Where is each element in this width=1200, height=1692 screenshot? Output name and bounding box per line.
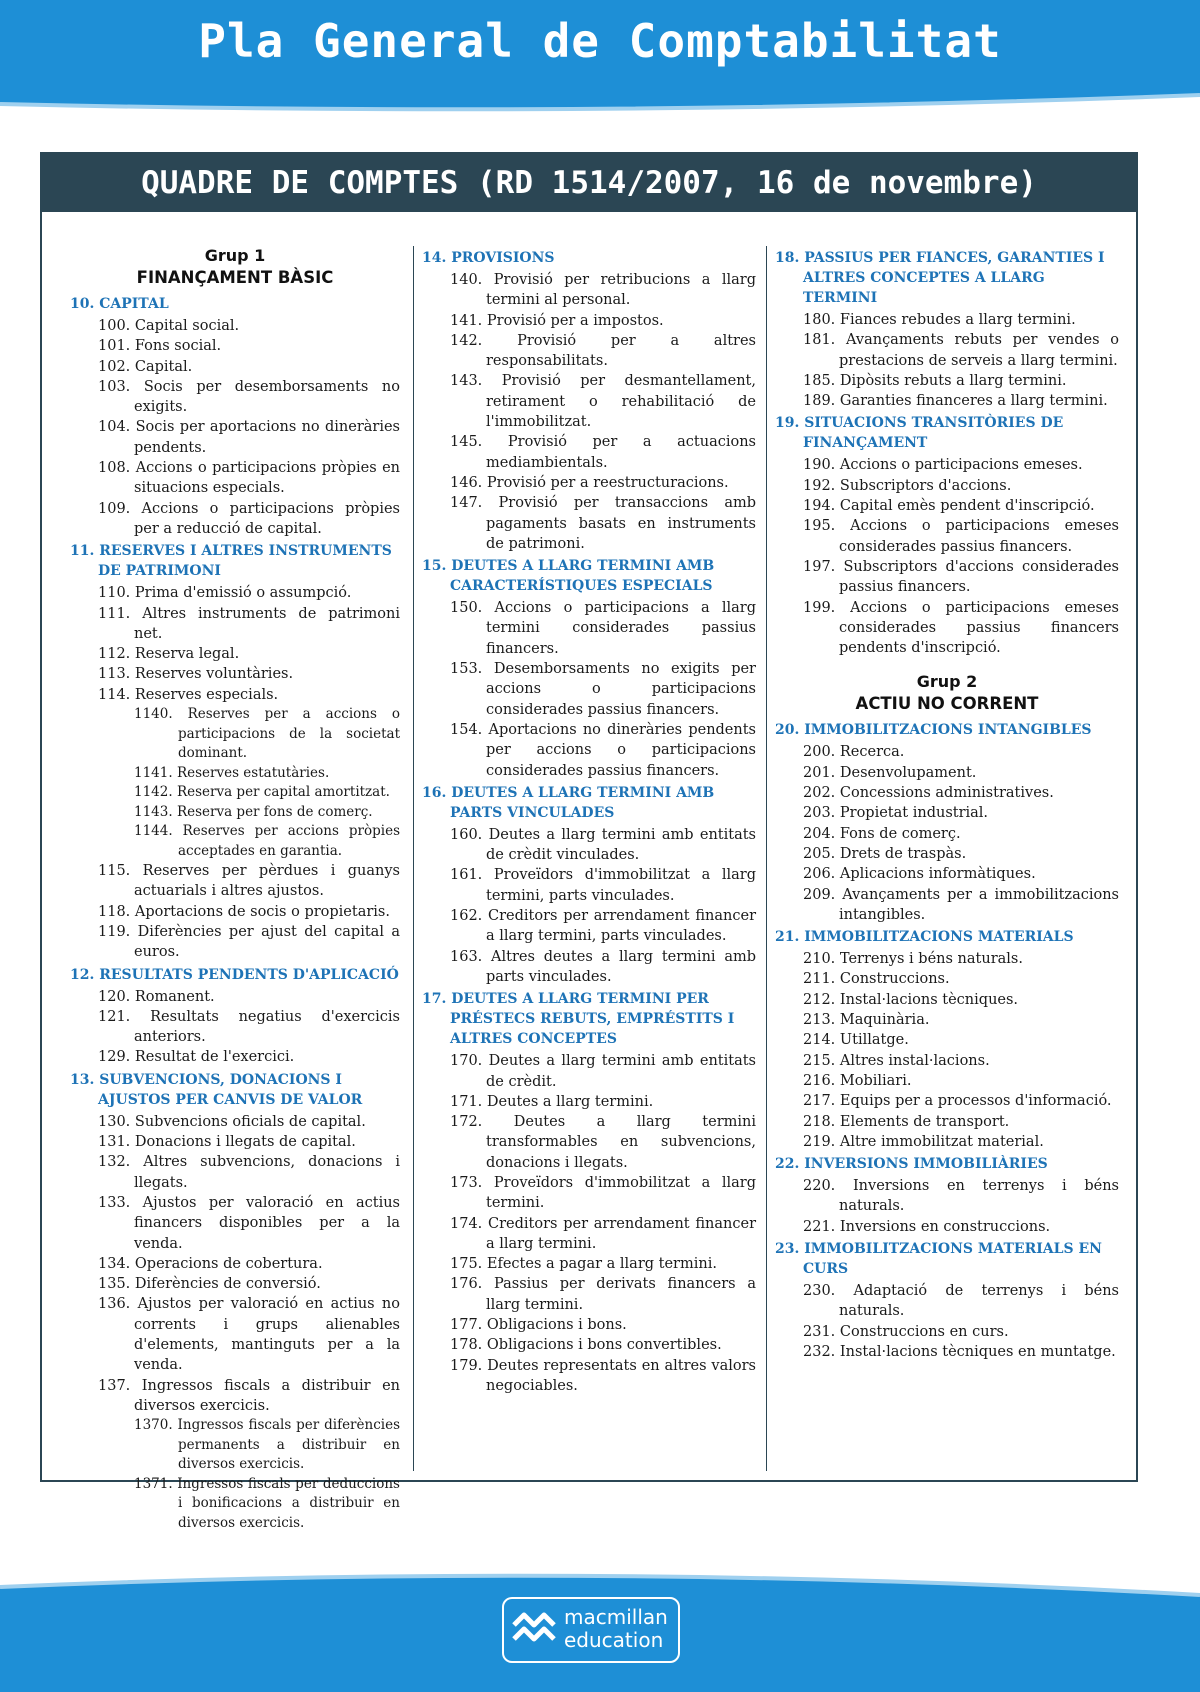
account-item: 170. Deutes a llarg termini amb entitats de crèdit. — [450, 1053, 756, 1090]
account-item: 174. Creditors per arrendament financer a llarg termini. — [450, 1215, 756, 1252]
account-item: 135. Diferències de conversió. — [98, 1276, 321, 1293]
account-item: 143. Provisió per desmantellament, retirament o rehabilitació de l'immobilitzat. — [450, 373, 756, 431]
account-item: 180. Fiances rebudes a llarg termini. — [803, 312, 1076, 328]
account-item: 110. Prima d'emissió o assumpció. — [98, 585, 352, 602]
logo-line-2: education — [564, 1628, 664, 1652]
account-item: 202. Concessions administratives. — [803, 785, 1054, 802]
account-item: 218. Elements de transport. — [803, 1113, 1010, 1130]
account-item: 172. Deutes a llarg termini transformables en subvencions, donacions i llegats. — [450, 1114, 756, 1171]
account-item: 133. Ajustos per valoració en actius financers disponibles per a la venda. — [98, 1194, 400, 1252]
section-heading: 10. CAPITAL — [70, 296, 169, 312]
account-item: 112. Reserva legal. — [98, 646, 240, 663]
logo-line-1: macmillan — [564, 1605, 668, 1629]
account-item: 162. Creditors per arrendament financer a llarg termini, parts vinculades. — [450, 908, 756, 945]
account-item: 108. Accions o participacions pròpies en situacions especials. — [98, 460, 400, 497]
section-heading: 11. RESERVES I ALTRES INSTRUMENTS DE PATRIMONI — [70, 543, 392, 580]
account-item: 195. Accions o participacions emeses considerades passius financers. — [803, 518, 1119, 555]
section-heading: 22. INVERSIONS IMMOBILIÀRIES — [775, 1156, 1048, 1173]
account-item: 181. Avançaments rebuts per vendes o prestacions de serveis a llarg termini. — [803, 332, 1119, 369]
account-item: 194. Capital emès pendent d'inscripció. — [803, 498, 1095, 515]
account-item: 199. Accions o participacions emeses considerades passius financers pendents d'inscripció. — [803, 599, 1119, 657]
account-item: 101. Fons social. — [98, 338, 222, 355]
account-item: 173. Proveïdors d'immobilitzat a llarg termini. — [450, 1174, 756, 1212]
account-item: 209. Avançaments per a immobilitzacions intangibles. — [803, 886, 1119, 923]
account-item: 131. Donacions i llegats de capital. — [98, 1134, 356, 1151]
group-name: FINANÇAMENT BÀSIC — [136, 268, 334, 287]
column-2 — [422, 246, 756, 1396]
account-item: 197. Subscriptors d'accions considerades passius financers. — [803, 558, 1119, 596]
account-item: 120. Romanent. — [98, 988, 215, 1005]
account-item: 232. Instal·lacions tècniques en muntatge. — [803, 1343, 1116, 1360]
account-item: 115. Reserves per pèrdues i guanys actuarials i altres ajustos. — [98, 863, 400, 900]
section-heading: 17. DEUTES A LLARG TERMINI PER PRÉSTECS REBUTS, EMPRÉSTITS I ALTRES CONCEPTES — [422, 991, 735, 1048]
section-heading: 20. IMMOBILITZACIONS INTANGIBLES — [775, 722, 1092, 739]
macmillan-logo-icon — [512, 1611, 556, 1651]
subaccount-item: 1371. Ingressos fiscals per deduccions i bonificacions a distribuir en diversos exercicis. — [134, 1475, 400, 1531]
section-heading: 15. DEUTES A LLARG TERMINI AMB CARACTERÍSTIQUES ESPECIALS — [422, 558, 715, 595]
account-item: 231. Construccions en curs. — [803, 1323, 1009, 1340]
account-item: 214. Utillatge. — [803, 1032, 909, 1049]
account-item: 130. Subvencions oficials de capital. — [98, 1113, 366, 1130]
account-item: 121. Resultats negatius d'exercicis anteriors. — [98, 1008, 400, 1046]
subaccount-item: 1370. Ingressos fiscals per diferències permanents a distribuir en diversos exercicis. — [134, 1417, 400, 1473]
account-item: 104. Socis per aportacions no dineràries pendents. — [98, 419, 400, 456]
section-heading: 19. SITUACIONS TRANSITÒRIES DE FINANÇAMENT — [775, 415, 1064, 452]
account-item: 118. Aportacions de socis o propietaris. — [98, 903, 390, 920]
account-item: 129. Resultat de l'exercici. — [98, 1049, 295, 1066]
account-item: 201. Desenvolupament. — [803, 764, 977, 781]
account-item: 185. Dipòsits rebuts a llarg termini. — [803, 372, 1067, 389]
section-heading: 13. SUBVENCIONS, DONACIONS I AJUSTOS PER CANVIS DE VALOR — [70, 1071, 363, 1108]
account-item: 111. Altres instruments de patrimoni net. — [98, 605, 400, 642]
account-item: 206. Aplicacions informàtiques. — [803, 866, 1036, 883]
subaccount-item: 1141. Reserves estatutàries. — [134, 764, 330, 781]
account-item: 178. Obligacions i bons convertibles. — [450, 1337, 722, 1354]
account-item: 141. Provisió per a impostos. — [450, 312, 664, 329]
page-title: Pla General de Comptabilitat — [198, 14, 1002, 68]
account-item: 134. Operacions de cobertura. — [98, 1255, 323, 1272]
account-item: 161. Proveïdors d'immobilitzat a llarg termini, parts vinculades. — [450, 867, 756, 904]
account-item: 216. Mobiliari. — [803, 1072, 912, 1089]
spacer — [775, 658, 1119, 672]
account-item: 189. Garanties financeres a llarg termini. — [803, 393, 1108, 410]
account-item: 119. Diferències per ajust del capital a euros. — [98, 923, 400, 961]
account-item: 213. Maquinària. — [803, 1012, 930, 1029]
subaccount-item: 1144. Reserves per accions pròpies acceptades en garantia. — [134, 823, 400, 859]
account-item: 114. Reserves especials. — [98, 686, 279, 703]
account-item: 102. Capital. — [98, 358, 193, 375]
account-item: 179. Deutes representats en altres valors negociables. — [450, 1357, 756, 1394]
macmillan-logo — [502, 1597, 680, 1663]
group-name: ACTIU NO CORRENT — [855, 694, 1039, 714]
column-divider — [413, 246, 414, 1471]
account-item: 210. Terrenys i béns naturals. — [803, 951, 1023, 968]
account-item: 176. Passius per derivats financers a llarg termini. — [450, 1276, 756, 1313]
chart-of-accounts-box — [40, 152, 1138, 1531]
subaccount-item: 1142. Reserva per capital amortitzat. — [134, 784, 390, 801]
account-item: 136. Ajustos per valoració en actius no corrents i grups alienables d'elements, mantinguts per a la venda. — [98, 1296, 400, 1374]
account-item: 219. Altre immobilitzat material. — [803, 1133, 1044, 1150]
account-item: 132. Altres subvencions, donacions i llegats. — [98, 1154, 400, 1191]
section-heading: 18. PASSIUS PER FIANCES, GARANTIES I ALTRES CONCEPTES A LLARG TERMINI — [775, 250, 1105, 306]
subaccount-item: 1140. Reserves per a accions o participacions de la societat dominant. — [134, 706, 400, 762]
subaccount-item: 1143. Reserva per fons de comerç. — [134, 803, 373, 820]
account-item: 177. Obligacions i bons. — [450, 1317, 627, 1334]
account-item: 147. Provisió per transaccions amb pagaments basats en instruments de patrimoni. — [450, 495, 756, 552]
account-item: 212. Instal·lacions tècniques. — [803, 991, 1019, 1008]
account-item: 150. Accions o participacions a llarg termini considerades passius financers. — [450, 600, 756, 657]
account-item: 146. Provisió per a reestructuracions. — [450, 474, 729, 491]
account-item: 113. Reserves voluntàries. — [98, 666, 294, 683]
section-heading: 12. RESULTATS PENDENTS D'APLICACIÓ — [70, 966, 399, 983]
account-item: 203. Propietat industrial. — [803, 805, 989, 822]
account-item: 215. Altres instal·lacions. — [803, 1052, 990, 1069]
account-item: 137. Ingressos fiscals a distribuir en diversos exercicis. — [98, 1377, 400, 1414]
section-heading: 21. IMMOBILITZACIONS MATERIALS — [775, 929, 1074, 946]
section-heading: 14. PROVISIONS — [422, 250, 555, 266]
account-item: 220. Inversions en terrenys i béns naturals. — [803, 1178, 1119, 1215]
account-item: 190. Accions o participacions emeses. — [803, 457, 1083, 474]
account-item: 211. Construccions. — [803, 971, 950, 988]
section-heading: 16. DEUTES A LLARG TERMINI AMB PARTS VINCULADES — [422, 784, 715, 821]
account-item: 160. Deutes a llarg termini amb entitats de crèdit vinculades. — [450, 826, 756, 864]
account-item: 205. Drets de traspàs. — [803, 845, 967, 862]
account-item: 175. Efectes a pagar a llarg termini. — [450, 1256, 717, 1273]
account-item: 221. Inversions en construccions. — [803, 1218, 1051, 1235]
account-item: 217. Equips per a processos d'informació. — [803, 1093, 1112, 1110]
account-item: 204. Fons de comerç. — [803, 825, 961, 842]
account-item: 230. Adaptació de terrenys i béns naturals. — [803, 1282, 1119, 1320]
account-item: 140. Provisió per retribucions a llarg termini al personal. — [450, 272, 756, 309]
account-item: 103. Socis per desemborsaments no exigits. — [98, 378, 400, 416]
account-item: 154. Aportacions no dineràries pendents per accions o participacions considerades passius financers. — [450, 721, 756, 779]
section-heading: 23. IMMOBILITZACIONS MATERIALS EN CURS — [775, 1240, 1102, 1277]
account-item: 200. Recerca. — [803, 744, 905, 761]
account-item: 109. Accions o participacions pròpies per a reducció de capital. — [98, 500, 400, 537]
group-number: Grup 2 — [916, 672, 978, 692]
account-item: 192. Subscriptors d'accions. — [803, 477, 1012, 494]
account-item: 171. Deutes a llarg termini. — [450, 1093, 654, 1110]
box-title: QUADRE DE COMPTES (RD 1514/2007, 16 de novembre) — [42, 154, 1136, 212]
group-number: Grup 1 — [204, 246, 266, 265]
column-divider — [766, 246, 767, 1471]
column-3 — [775, 246, 1119, 1362]
account-item: 163. Altres deutes a llarg termini amb parts vinculades. — [450, 948, 756, 985]
column-1 — [70, 246, 400, 1533]
account-item: 153. Desemborsaments no exigits per accions o participacions considerades passius financers. — [450, 661, 756, 718]
account-item: 145. Provisió per a actuacions mediambientals. — [450, 434, 756, 471]
account-item: 100. Capital social. — [98, 318, 240, 334]
account-item: 142. Provisió per a altres responsabilitats. — [450, 332, 756, 370]
